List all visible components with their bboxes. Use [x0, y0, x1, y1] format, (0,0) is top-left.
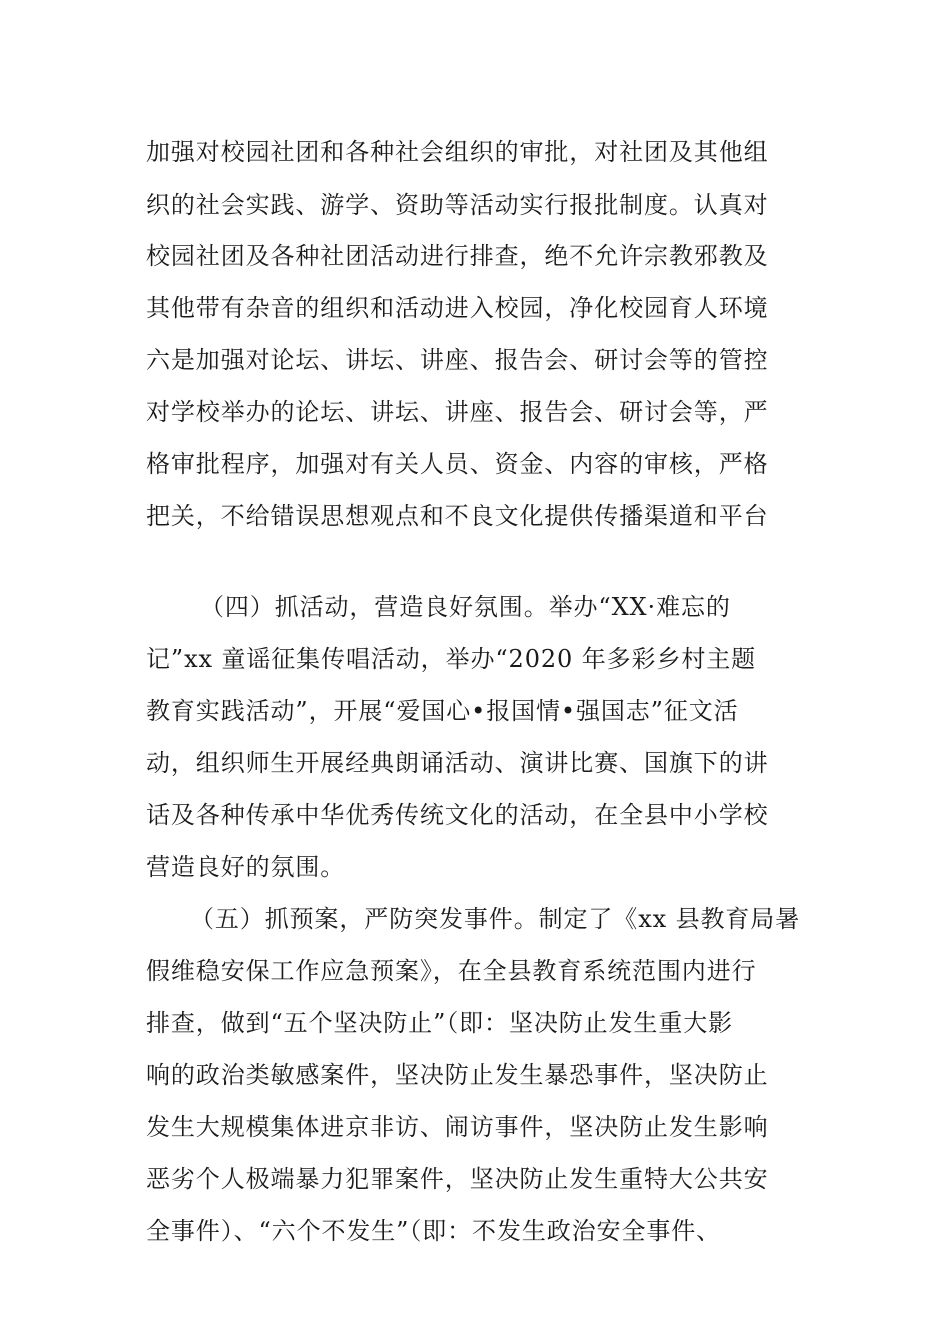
text-line: 六是加强对论坛、讲坛、讲座、报告会、研讨会等的管控	[146, 346, 769, 374]
text-line: 营造良好的氛围。	[146, 853, 346, 881]
text-line: 格审批程序，加强对有关人员、资金、内容的审核，严格	[146, 450, 769, 478]
text-line: 记”xx 童谣征集传唱活动，举办“2020 年多彩乡村主题	[146, 645, 757, 673]
text-line: 全事件）、“六个不发生”（即：不发生政治安全事件、	[146, 1217, 722, 1245]
text-line: 织的社会实践、游学、资助等活动实行报批制度。认真对	[146, 191, 769, 219]
text-line: 假维稳安保工作应急预案》，在全县教育系统范围内进行	[146, 957, 757, 985]
section-heading-line: （四）抓活动，营造良好氛围。举办“XX·难忘的	[200, 593, 731, 621]
text-line: 其他带有杂音的组织和活动进入校园，净化校园育人环境	[146, 294, 769, 322]
text-line: 响的政治类敏感案件，坚决防止发生暴恐事件，坚决防止	[146, 1061, 769, 1089]
text-line: 话及各种传承中华优秀传统文化的活动，在全县中小学校	[146, 801, 769, 829]
text-line: 发生大规模集体进京非访、闹访事件，坚决防止发生影响	[146, 1113, 769, 1141]
text-line: 校园社团及各种社团活动进行排查，绝不允许宗教邪教及	[146, 242, 769, 270]
text-line: 对学校举办的论坛、讲坛、讲座、报告会、研讨会等，严	[146, 398, 769, 426]
text-line: 恶劣个人极端暴力犯罪案件，坚决防止发生重特大公共安	[146, 1165, 769, 1193]
text-line: 教育实践活动”，开展“爱国心•报国情•强国志”征文活	[146, 697, 739, 725]
section-heading-line: （五）抓预案，严防突发事件。制定了《xx 县教育局暑	[190, 905, 801, 933]
text-line: 动，组织师生开展经典朗诵活动、演讲比赛、国旗下的讲	[146, 749, 769, 777]
text-line: 加强对校园社团和各种社会组织的审批，对社团及其他组	[146, 138, 769, 166]
text-line: 把关，不给错误思想观点和不良文化提供传播渠道和平台	[146, 502, 769, 530]
text-line: 排查，做到“五个坚决防止”（即：坚决防止发生重大影	[146, 1009, 734, 1037]
